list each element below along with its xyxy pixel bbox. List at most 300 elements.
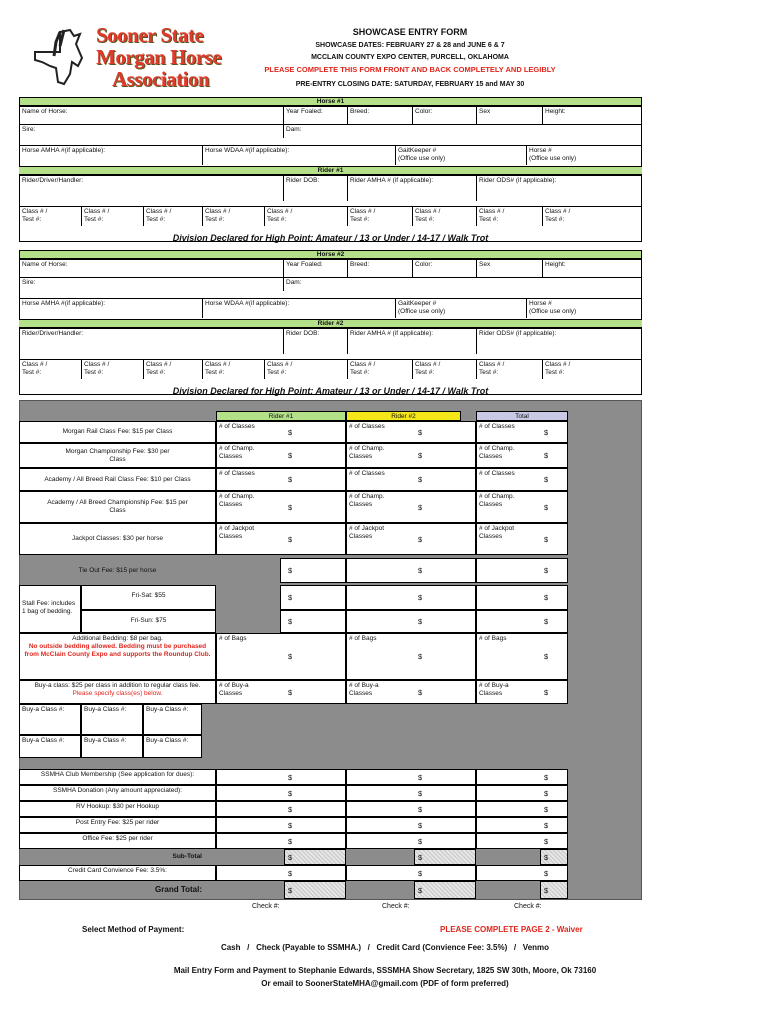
buyaclass-note: Please specify class(es) below. (72, 690, 163, 697)
rider-dob-field[interactable] (283, 175, 347, 201)
email-instructions: Or email to SoonerStateMHA@gmail.com (PDF of form preferred) (261, 979, 509, 988)
class-test-field[interactable] (347, 359, 412, 379)
class-test-field[interactable] (412, 206, 476, 226)
horse-number-field[interactable] (526, 298, 642, 318)
buyaclass-field-label: Buy-a Class #: (22, 706, 65, 713)
buyaclass-field-label: Buy-a Class #: (84, 737, 127, 744)
class-label: Class # / (146, 361, 172, 368)
dollar-sign: $ (418, 617, 423, 626)
bedding-label (19, 633, 216, 680)
sire-field-label: Sire: (22, 279, 36, 286)
subtotal-label: Sub-Total (172, 853, 202, 860)
buyaclass-fee-col3[interactable] (476, 680, 568, 704)
rail-fee-col1[interactable] (216, 421, 346, 443)
class-test-field[interactable] (347, 206, 412, 226)
horse-wdaa-field-label: Horse WDAA #(if applicable): (205, 300, 290, 307)
office-fee-label: Office Fee: $25 per rider (19, 833, 216, 849)
donation-fee-col3[interactable] (476, 785, 568, 801)
rider-dob-field-label: Rider DOB: (286, 177, 320, 184)
rail-fee-col3[interactable] (476, 421, 568, 443)
champ-fee-label: Morgan Championship Fee: $30 per Class (19, 443, 216, 468)
dollar-sign: $ (544, 837, 549, 846)
frisat-label: Fri-Sat: $55 (81, 585, 216, 610)
rail-fee-sublabel: # of Classes (219, 423, 255, 430)
grandtotal-col2 (414, 881, 476, 899)
horse-wdaa-field[interactable] (202, 298, 395, 318)
dollar-sign: $ (288, 789, 293, 798)
year-foaled-field[interactable] (283, 259, 347, 277)
horse-bar: Horse #1 (19, 97, 642, 106)
ccfee-col3[interactable] (476, 865, 568, 881)
buyaclass-fee-sublabel: # of Buy-a Classes (219, 682, 249, 697)
venue: MCCLAIN COUNTY EXPO CENTER, PURCELL, OKLAHOMA (311, 54, 509, 61)
rider-field[interactable] (19, 175, 283, 201)
class-test-field[interactable] (143, 206, 202, 226)
dollar-sign: $ (544, 853, 549, 862)
dollar-sign: $ (288, 853, 293, 862)
rail-fee-label: Morgan Rail Class Fee: $15 per Class (19, 421, 216, 443)
rider-ods-field[interactable] (476, 175, 642, 201)
membership-fee-col1[interactable] (216, 769, 346, 785)
stall-frisat-col2[interactable] (346, 585, 476, 610)
donation-fee-col2[interactable] (346, 785, 476, 801)
class-label: Class # / (350, 208, 376, 215)
postentry-fee-col2[interactable] (346, 817, 476, 833)
class-test-field[interactable] (81, 206, 143, 226)
ccfee-col2[interactable] (346, 865, 476, 881)
horse-name-field-label: Name of Horse: (22, 108, 68, 115)
dollar-sign: $ (544, 805, 549, 814)
logo-line1: Sooner State Morgan Horse (96, 23, 222, 69)
dollar-sign: $ (544, 617, 549, 626)
dollar-sign: $ (418, 535, 423, 544)
stall-frisat-col3[interactable] (476, 585, 568, 610)
dollar-sign: $ (288, 503, 293, 512)
test-label: Test #: (545, 369, 565, 376)
class-test-field[interactable] (81, 359, 143, 379)
stall-frisun-col2[interactable] (346, 610, 476, 633)
check-number-label[interactable]: Check #: (514, 903, 542, 910)
rider-field-label: Rider/Driver/Handler: (22, 330, 84, 337)
height-field-label: Height: (545, 261, 566, 268)
dollar-sign: $ (418, 853, 423, 862)
horse-number-field-label: Horse # (529, 147, 552, 154)
dollar-sign: $ (544, 821, 549, 830)
class-label: Class # / (84, 361, 110, 368)
postentry-fee-col3[interactable] (476, 817, 568, 833)
jackpot-fee-label: Jackpot Classes: $30 per horse (19, 523, 216, 555)
class-test-field[interactable] (264, 359, 347, 379)
ccfee-col1[interactable] (216, 865, 346, 881)
rider-amha-field[interactable] (347, 175, 476, 201)
rider-field-label: Rider/Driver/Handler: (22, 177, 84, 184)
dollar-sign: $ (418, 688, 423, 697)
dollar-sign: $ (544, 475, 549, 484)
sire-field-label: Sire: (22, 126, 36, 133)
class-test-field[interactable] (542, 359, 642, 379)
check-number-label[interactable]: Check #: (252, 903, 280, 910)
rider1-column-header: Rider #1 (216, 411, 346, 421)
test-label: Test #: (479, 216, 499, 223)
ccfee-label: Credit Card Convience Fee: 3.5%: (19, 865, 216, 881)
breed-field[interactable] (347, 259, 412, 277)
tieout-fee-col2[interactable] (346, 558, 476, 583)
dollar-sign: $ (544, 773, 549, 782)
class-test-field[interactable] (19, 359, 81, 379)
bedding-fee-col2[interactable] (346, 633, 476, 680)
total-column-header: Total (476, 411, 568, 421)
buyaclass-field[interactable] (143, 735, 202, 758)
test-label: Test #: (84, 216, 104, 223)
rider-ods-field-label: Rider ODS# (if applicable): (479, 177, 557, 184)
test-label: Test #: (146, 369, 166, 376)
test-label: Test #: (350, 369, 370, 376)
dollar-sign: $ (544, 566, 549, 575)
test-label: Test #: (545, 216, 565, 223)
sire-field[interactable] (19, 124, 283, 138)
color-field[interactable] (412, 106, 476, 124)
test-label: Test #: (415, 369, 435, 376)
rider-bar: Rider #2 (19, 319, 642, 328)
class-label: Class # / (205, 208, 231, 215)
jackpot-fee-sublabel: # of Jackpot Classes (219, 525, 255, 540)
buyaclass-fee-col2[interactable] (346, 680, 476, 704)
form-title: SHOWCASE ENTRY FORM (352, 27, 468, 37)
sex-field[interactable] (476, 106, 542, 124)
office-fee-col3[interactable] (476, 833, 568, 849)
class-label: Class # / (350, 361, 376, 368)
dam-field-label: Dam: (286, 126, 302, 133)
rv-fee-col2[interactable] (346, 801, 476, 817)
dollar-sign: $ (544, 503, 549, 512)
rail-fee-sublabel: # of Classes (479, 423, 515, 430)
dam-field[interactable] (283, 277, 642, 291)
sex-field[interactable] (476, 259, 542, 277)
dollar-sign: $ (288, 428, 293, 437)
class-label: Class # / (22, 361, 48, 368)
buyaclass-field[interactable] (143, 704, 202, 735)
academy-fee-sublabel: # of Classes (479, 470, 515, 477)
membership-fee-label: SSMHA Club Membership (See application for dues): (19, 769, 216, 785)
test-label: Test #: (267, 216, 287, 223)
office-fee-col1[interactable] (216, 833, 346, 849)
dollar-sign: $ (418, 869, 423, 878)
breed-field-label: Breed: (350, 261, 370, 268)
rider-amha-field[interactable] (347, 328, 476, 354)
academy-fee-col3[interactable] (476, 468, 568, 491)
test-label: Test #: (22, 369, 42, 376)
division-declaration[interactable]: Division Declared for High Point: Amateur / 13 or Under / 14-17 / Walk Trot (172, 233, 489, 243)
horse-name-field[interactable] (19, 259, 283, 277)
dollar-sign: $ (418, 773, 423, 782)
complete-instruction: PLEASE COMPLETE THIS FORM FRONT AND BACK COMPLETELY AND LEGIBLY (264, 65, 556, 74)
year-foaled-label: Year Foaled: (286, 261, 323, 268)
jackpot-fee-col3[interactable] (476, 523, 568, 555)
dollar-sign: $ (418, 593, 423, 602)
horse-amha-field-label: Horse AMHA #(if applicable): (22, 147, 106, 154)
frisun-label: Fri-Sun: $75 (81, 610, 216, 633)
dollar-sign: $ (288, 652, 293, 661)
dollar-sign: $ (418, 503, 423, 512)
donation-fee-col1[interactable] (216, 785, 346, 801)
donation-fee-label: SSMHA Donation (Any amount appreciated): (19, 785, 216, 801)
dollar-sign: $ (418, 566, 423, 575)
color-field[interactable] (412, 259, 476, 277)
payment-options[interactable]: Cash / Check (Payable to SSMHA.) / Credit Card (Convience Fee: 3.5%) / Venmo (220, 943, 550, 952)
test-label: Test #: (205, 369, 225, 376)
dollar-sign: $ (418, 886, 423, 895)
test-label: Test #: (350, 216, 370, 223)
class-label: Class # / (22, 208, 48, 215)
dollar-sign: $ (418, 837, 423, 846)
dollar-sign: $ (288, 821, 293, 830)
payment-method-label: Select Method of Payment: (82, 925, 185, 934)
dollar-sign: $ (544, 869, 549, 878)
rider-field[interactable] (19, 328, 283, 354)
check-number-label[interactable]: Check #: (382, 903, 410, 910)
dollar-sign: $ (288, 869, 293, 878)
gaitkeeper-field-note: (Office use only) (398, 308, 446, 315)
test-label: Test #: (84, 369, 104, 376)
class-label: Class # / (545, 208, 571, 215)
dollar-sign: $ (418, 789, 423, 798)
class-test-field[interactable] (202, 359, 264, 379)
champ-fee-col1[interactable] (216, 443, 346, 468)
academy-fee-label: Academy / All Breed Rail Class Fee: $10 per Class (19, 468, 216, 491)
year-foaled-field[interactable] (283, 106, 347, 124)
rail-fee-col2[interactable] (346, 421, 476, 443)
horse-number-field-note: (Office use only) (529, 308, 577, 315)
dollar-sign: $ (418, 805, 423, 814)
rv-fee-col1[interactable] (216, 801, 346, 817)
dollar-sign: $ (288, 805, 293, 814)
class-label: Class # / (84, 208, 110, 215)
class-test-field[interactable] (19, 206, 81, 226)
academy-fee-col2[interactable] (346, 468, 476, 491)
class-test-field[interactable] (143, 359, 202, 379)
dollar-sign: $ (288, 475, 293, 484)
class-label: Class # / (545, 361, 571, 368)
buyaclass-field-label: Buy-a Class #: (146, 737, 189, 744)
horse-number-field-label: Horse # (529, 300, 552, 307)
rider-ods-field-label: Rider ODS# (if applicable): (479, 330, 557, 337)
tieout-fee-col3[interactable] (476, 558, 568, 583)
bedding-note: No outside bedding allowed. Bedding must be purchased from McClain County Expo and supports the Roundup Club. (24, 643, 211, 658)
class-test-field[interactable] (202, 206, 264, 226)
test-label: Test #: (22, 216, 42, 223)
academy-champ-fee-col2[interactable] (346, 491, 476, 523)
sex-field-label: Sex (479, 261, 491, 268)
dollar-sign: $ (288, 451, 293, 460)
academy-champ-fee-sublabel: # of Champ. Classes (479, 493, 515, 508)
height-field-label: Height: (545, 108, 566, 115)
membership-fee-col3[interactable] (476, 769, 568, 785)
test-label: Test #: (267, 369, 287, 376)
horse-wdaa-field-label: Horse WDAA #(if applicable): (205, 147, 290, 154)
buyaclass-label (19, 680, 216, 704)
horse-name-field[interactable] (19, 106, 283, 124)
jackpot-fee-sublabel: # of Jackpot Classes (479, 525, 515, 540)
horse-head-icon (30, 22, 100, 88)
bedding-fee-sublabel: # of Bags (349, 635, 377, 642)
dollar-sign: $ (544, 789, 549, 798)
showcase-dates: SHOWCASE DATES: FEBRUARY 27 & 28 and JUNE 6 & 7 (315, 42, 505, 49)
gaitkeeper-field[interactable] (395, 298, 526, 318)
academy-champ-fee-col1[interactable] (216, 491, 346, 523)
test-label: Test #: (415, 216, 435, 223)
breed-field[interactable] (347, 106, 412, 124)
class-label: Class # / (415, 361, 441, 368)
bedding-fee-col1[interactable] (216, 633, 346, 680)
dam-field[interactable] (283, 124, 642, 138)
grandtotal-label: Grand Total: (155, 885, 202, 894)
dollar-sign: $ (544, 652, 549, 661)
dollar-sign: $ (288, 617, 293, 626)
bedding-fee-sublabel: # of Bags (219, 635, 247, 642)
champ-fee-col2[interactable] (346, 443, 476, 468)
buyaclass-fee-sublabel: # of Buy-a Classes (349, 682, 379, 697)
postentry-fee-label: Post Entry Fee: $25 per rider (19, 817, 216, 833)
dollar-sign: $ (418, 821, 423, 830)
dollar-sign: $ (418, 652, 423, 661)
gaitkeeper-field[interactable] (395, 145, 526, 165)
dam-field-label: Dam: (286, 279, 302, 286)
dollar-sign: $ (544, 886, 549, 895)
gaitkeeper-field-note: (Office use only) (398, 155, 446, 162)
stall-fee-label: Stall Fee: includes 1 bag of bedding. (19, 585, 81, 633)
gaitkeeper-field-label: GaitKeeper # (398, 147, 437, 154)
champ-fee-sublabel: # of Champ. Classes (219, 445, 255, 460)
gaitkeeper-field-label: GaitKeeper # (398, 300, 437, 307)
academy-champ-fee-sublabel: # of Champ. Classes (219, 493, 255, 508)
horse-number-field-note: (Office use only) (529, 155, 577, 162)
buyaclass-field[interactable] (81, 735, 143, 758)
breed-field-label: Breed: (350, 108, 370, 115)
association-logo (30, 22, 240, 91)
jackpot-fee-col1[interactable] (216, 523, 346, 555)
rv-fee-col3[interactable] (476, 801, 568, 817)
bedding-fee-sublabel: # of Bags (479, 635, 507, 642)
buyaclass-field-label: Buy-a Class #: (22, 737, 65, 744)
subtotal-col1 (284, 849, 346, 865)
buyaclass-field-label: Buy-a Class #: (84, 706, 127, 713)
membership-fee-col2[interactable] (346, 769, 476, 785)
champ-fee-sublabel: # of Champ. Classes (479, 445, 515, 460)
class-label: Class # / (146, 208, 172, 215)
dollar-sign: $ (544, 428, 549, 437)
class-label: Class # / (415, 208, 441, 215)
rider-dob-field[interactable] (283, 328, 347, 354)
horse-name-field-label: Name of Horse: (22, 261, 68, 268)
division-declaration[interactable]: Division Declared for High Point: Amateur / 13 or Under / 14-17 / Walk Trot (172, 386, 489, 396)
dollar-sign: $ (288, 837, 293, 846)
champ-fee-sublabel: # of Champ. Classes (349, 445, 385, 460)
subtotal-col2 (414, 849, 476, 865)
mail-instructions: Mail Entry Form and Payment to Stephanie Edwards, SSSMHA Show Secretary, 1825 SW 30th, Moore, Ok 73160 (173, 966, 597, 975)
class-test-field[interactable] (476, 359, 542, 379)
grandtotal-col1 (284, 881, 346, 899)
rider-bar: Rider #1 (19, 166, 642, 175)
academy-fee-col1[interactable] (216, 468, 346, 491)
test-label: Test #: (205, 216, 225, 223)
horse-amha-field[interactable] (19, 298, 202, 318)
rider-ods-field[interactable] (476, 328, 642, 354)
champ-fee-col3[interactable] (476, 443, 568, 468)
dollar-sign: $ (288, 535, 293, 544)
postentry-fee-col1[interactable] (216, 817, 346, 833)
horse-amha-field-label: Horse AMHA #(if applicable): (22, 300, 106, 307)
dollar-sign: $ (288, 566, 293, 575)
dollar-sign: $ (544, 593, 549, 602)
class-label: Class # / (267, 361, 293, 368)
horse-amha-field[interactable] (19, 145, 202, 165)
dollar-sign: $ (418, 451, 423, 460)
dollar-sign: $ (418, 475, 423, 484)
dollar-sign: $ (418, 428, 423, 437)
dollar-sign: $ (288, 688, 293, 697)
class-label: Class # / (205, 361, 231, 368)
buyaclass-fee-text: Buy-a class: $25 per class in addition to regular class fee. (34, 682, 201, 689)
dollar-sign: $ (544, 451, 549, 460)
class-test-field[interactable] (476, 206, 542, 226)
test-label: Test #: (479, 369, 499, 376)
rider-dob-field-label: Rider DOB: (286, 330, 320, 337)
height-field[interactable] (542, 259, 642, 277)
rail-fee-sublabel: # of Classes (349, 423, 385, 430)
horse-number-field[interactable] (526, 145, 642, 165)
buyaclass-fee-sublabel: # of Buy-a Classes (479, 682, 509, 697)
sire-field[interactable] (19, 277, 283, 291)
office-fee-col2[interactable] (346, 833, 476, 849)
rider-amha-field-label: Rider AMHA # (if applicable): (350, 177, 434, 184)
rv-fee-label: RV Hookup: $30 per Hookup (19, 801, 216, 817)
dollar-sign: $ (544, 535, 549, 544)
height-field[interactable] (542, 106, 642, 124)
class-test-field[interactable] (264, 206, 347, 226)
class-label: Class # / (267, 208, 293, 215)
academy-champ-fee-label: Academy / All Breed Championship Fee: $15 per Class (19, 491, 216, 523)
academy-champ-fee-col3[interactable] (476, 491, 568, 523)
buyaclass-field[interactable] (81, 704, 143, 735)
test-label: Test #: (146, 216, 166, 223)
academy-fee-sublabel: # of Classes (349, 470, 385, 477)
buyaclass-fee-col1[interactable] (216, 680, 346, 704)
buyaclass-field[interactable] (19, 704, 81, 735)
class-test-field[interactable] (542, 206, 642, 226)
buyaclass-field-label: Buy-a Class #: (146, 706, 189, 713)
color-field-label: Color: (415, 108, 433, 115)
horse-bar: Horse #2 (19, 250, 642, 259)
page2-notice: PLEASE COMPLETE PAGE 2 - Waiver (440, 925, 583, 934)
stall-frisun-col3[interactable] (476, 610, 568, 633)
class-label: Class # / (479, 361, 505, 368)
rider-amha-field-label: Rider AMHA # (if applicable): (350, 330, 434, 337)
dollar-sign: $ (288, 773, 293, 782)
year-foaled-label: Year Foaled: (286, 108, 323, 115)
jackpot-fee-col2[interactable] (346, 523, 476, 555)
color-field-label: Color: (415, 261, 433, 268)
horse-wdaa-field[interactable] (202, 145, 395, 165)
dollar-sign: $ (288, 593, 293, 602)
buyaclass-field[interactable] (19, 735, 81, 758)
closing-date: PRE-ENTRY CLOSING DATE: SATURDAY, FEBRUARY 15 and MAY 30 (295, 81, 525, 88)
jackpot-fee-sublabel: # of Jackpot Classes (349, 525, 385, 540)
class-test-field[interactable] (412, 359, 476, 379)
rider2-column-header: Rider #2 (346, 411, 461, 421)
bedding-fee-col3[interactable] (476, 633, 568, 680)
bedding-fee-text: Additional Bedding: $8 per bag. (72, 635, 163, 642)
class-label: Class # / (479, 208, 505, 215)
